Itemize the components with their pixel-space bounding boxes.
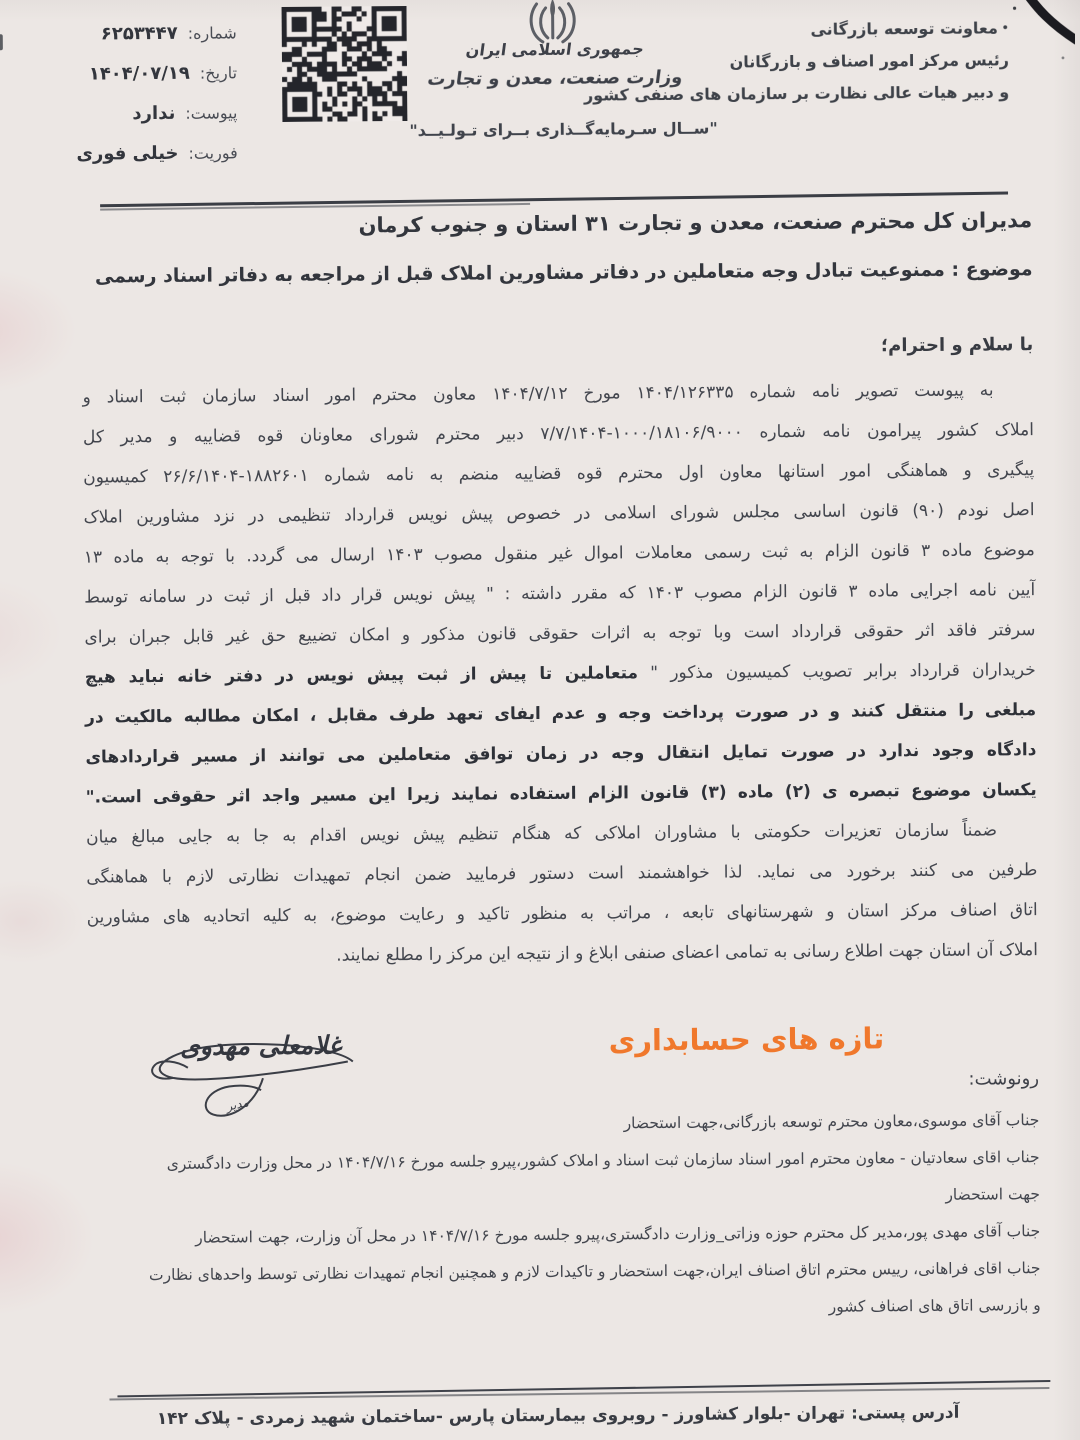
attachment-label: پیوست: (185, 103, 238, 123)
cc-line: جناب آقای موسوی،معاون محترم توسعه بازرگانی،جهت استحضار (623, 1111, 1040, 1133)
letter-body (82, 370, 1038, 977)
meta-urgency-row (48, 142, 238, 183)
scan-edge-mark (0, 34, 3, 50)
body-line: ضمناً سازمان تعزیرات حکومتی با مشاوران املاکی که هنگام تنظیم پیش نویس اقدام به جا به جایی مبالغ میان (85, 820, 998, 848)
header-signatory-block (583, 12, 1009, 111)
number-value: ۶۲۵۳۴۴۷ (100, 22, 178, 45)
meta-number-row (47, 22, 237, 63)
cc-line: جناب اقای فراهانی، رییس محترم اتاق اصناف ایران،جهت استحضار و تاکیدات لازم و همچنین انجام تمهیدات نظارتی توسط واحدهای نظارت (148, 1259, 1041, 1285)
signatory-line-3: و دبیر هیات عالی نظارت بر سازمان های صنفی کشور (583, 82, 1010, 105)
header-divider (100, 192, 1008, 207)
header-slogan: "ســال سـرمایه‌گــذاری بــرای تـولـیــد" (409, 118, 718, 141)
urgency-label: فوریت: (188, 143, 238, 163)
recipient-line: مدیران کل محترم صنعت، معدن و تجارت ۳۱ استان و جنوب کرمان (358, 208, 1033, 238)
header-ministry-title: وزارت صنعت، معدن و تجارت (426, 66, 685, 90)
watermark: تازه های حسابداری (608, 1021, 885, 1058)
cc-list (73, 1102, 1041, 1332)
meta-date-row (47, 62, 237, 103)
body-line: دادگاه وجود ندارد در صورت تمایل انتقال وجه در زمان توافق متعاملین می توانند از مسیر قراردادهای (85, 740, 1037, 768)
cc-label: رونوشت: (968, 1068, 1040, 1090)
body-line: آیین نامه اجرایی ماده ۳ قانون الزام مصوب ۱۴۰۳ که مقرر داشته : " پیش نویس قرار داد قبل از ثبت در سامانه توسط (84, 580, 1036, 608)
cc-line: جناب آقای مهدی پور،مدیر کل محترم حوزه وزاتی_وزارت دادگستری،پیرو جلسه مورخ ۱۴۰۴/۷/۱۶ در محل آن وزارت، جهت استحضار (195, 1222, 1041, 1247)
signatory-line-1: • معاونت توسعه بازرگانی (583, 12, 1009, 47)
subject-line: موضوع : ممنوعیت تبادل وجه متعاملین در دفاتر مشاورین املاک قبل از مراجعه به دفاتر اسناد رسمی (94, 258, 1033, 288)
body-line: یکسان موضوع تبصره ی (۲) ماده (۳) قانون الزام استفاده نمایند زیرا این مسیر واجد اثر حقوقی است." (85, 780, 1037, 808)
body-line: املاک کشور پیرامون نامه شماره ۱۰۰۰/۱۸۱۰۶/۹۰۰۰-۷/۷/۱۴۰۴ دبیر محترم شورای معاونان قوه قضاییه و مدیر کل (82, 420, 1034, 448)
body-line: خریداران قرارداد برابر تصویب کمیسیون مذکور " متعاملین تا پیش از ثبت پیش نویس در دفتر خانه نباید هیچ (84, 660, 1036, 688)
cc-line: و بازرسی اتاق های اصناف کشور (828, 1296, 1041, 1316)
body-line: سرفتر فاقد اثر حقوقی قرارداد است وبا توجه به اثرات حقوقی قانون مذکور و امکان تضییع حق غیر قابل جبران برای (84, 620, 1036, 648)
greeting-line: با سلام و احترام؛ (880, 334, 1034, 357)
body-line: پیگیری و هماهنگی امور استانها معاون اول محترم قوه قضاییه منضم به نامه شماره ۱۸۸۲۶۰۱-۲۶/۶/۱۴۰۴ کمیسیون (83, 460, 1035, 488)
header-country-title: جمهوری اسلامی ایران (464, 39, 646, 60)
attachment-value: ندارد (132, 102, 176, 125)
signature-name: غلامعلی مهدوی (180, 1030, 342, 1061)
qr-code (282, 6, 408, 122)
urgency-value: خیلی فوری (76, 142, 179, 165)
body-line: اصل نودم (۹۰) قانون اساسی مجلس شورای اسلامی در خصوص پیش نویس قرارداد تنظیمی در نزد مشاورین املاک (83, 500, 1035, 528)
body-line: املاک آن استان جهت اطلاع رسانی به تمامی اعضای صنفی ابلاغ و از نتیجه این مرکز را مطلع نمایند. (336, 940, 1039, 966)
body-line: موضوع ماده ۳ قانون الزام به ثبت رسمی معاملات اموال غیر منقول مصوب ۱۴۰۳ ارسال می گردد. با توجه به ماده ۱۳ (83, 540, 1035, 568)
date-label: تاریخ: (199, 63, 238, 83)
postal-address: آدرس پستی: تهران -بلوار کشاورز - روبروی بیمارستان پارس -ساختمان شهید زمردی - پلاک ۱۴۲ (156, 1402, 960, 1430)
date-value: ۱۴۰۴/۰۷/۱۹ (88, 62, 190, 85)
scan-artifact-mark (984, 0, 1075, 66)
cc-line: جناب اقای سعادتیان - معاون محترم امور اسناد سازمان ثبت اسناد و املاک کشور،پیرو جلسه مورخ ۱۴۰۴/۷/۱۶ در محل وزارت دادگستری (166, 1148, 1040, 1173)
signatory-line-2: رئیس مرکز امور اصناف و بازرگانان (729, 50, 1010, 72)
meta-attachment-row (47, 102, 237, 143)
body-line: مبلغی را منتقل کنند و در صورت پرداخت وجه و عدم ایفای تعهد طرف مقابل ، امکان مطالبه مالکیت در (85, 700, 1037, 728)
body-line: به پیوست تصویر نامه شماره ۱۴۰۴/۱۲۶۳۳۵ مورخ ۱۴۰۴/۷/۱۲ معاون محترم امور اسناد سازمان ثبت اسناد و (82, 380, 994, 408)
letter-meta-block (47, 22, 238, 183)
number-label: شماره: (187, 23, 237, 43)
body-line: اتاق اصناف مرکز استان و شهرستانهای تابعه ، مراتب به منظور تاکید و رعایت موضوع، به کلیه اتحادیه های مشاورین (86, 900, 1038, 928)
body-line: طرفین می کنند برخورد می نماید. لذا خواهشمند است دستور فرمایید ضمن انجام تمهیدات نظارتی لازم با هماهنگی (86, 860, 1038, 888)
signature-flourish-text: مدیر (224, 1095, 250, 1114)
cc-line: جهت استحضار (945, 1185, 1040, 1204)
